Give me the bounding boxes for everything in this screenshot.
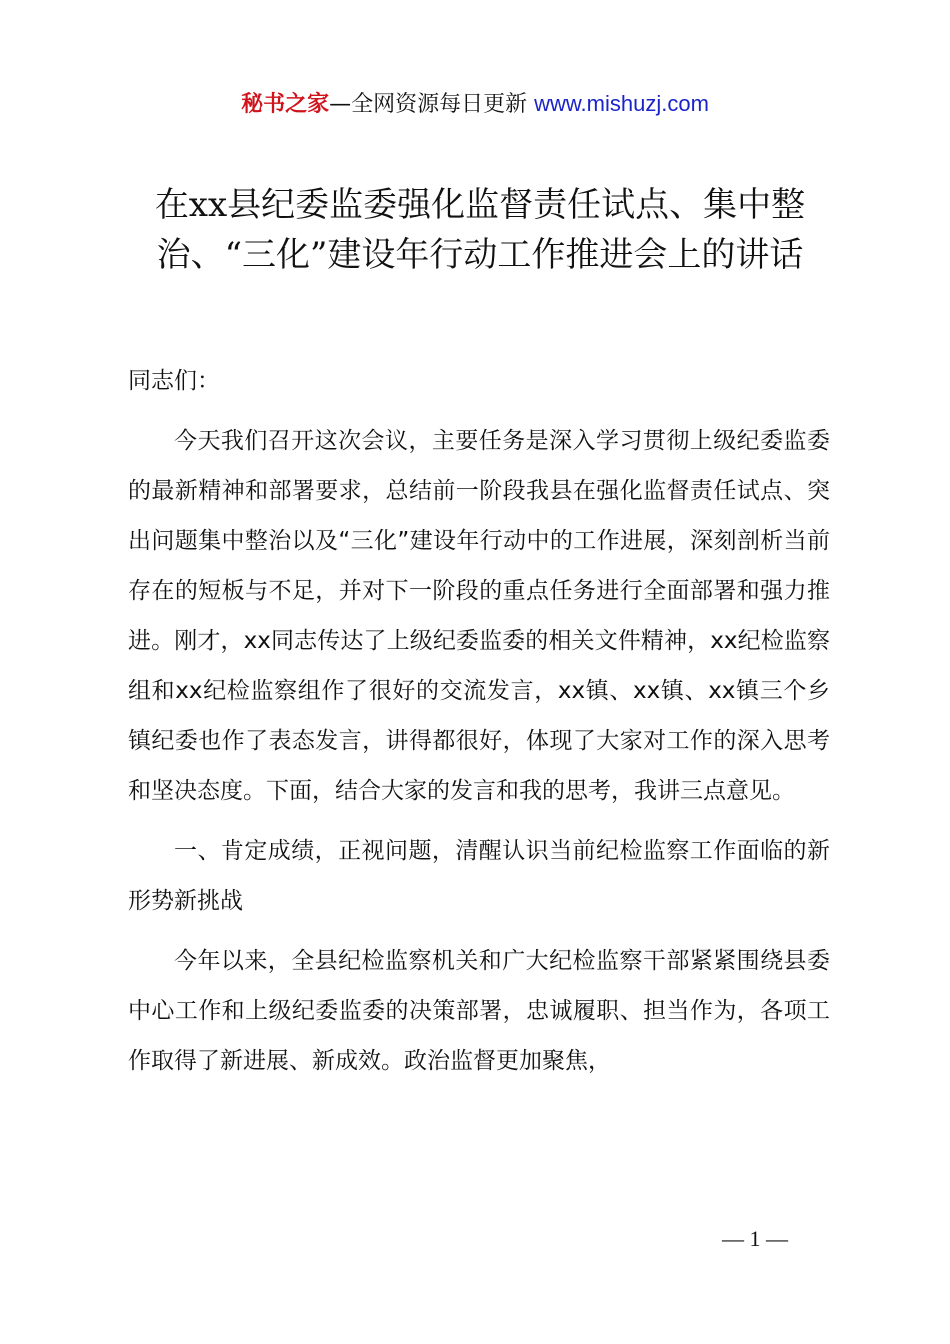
document-title: 在xx县纪委监委强化监督责任试点、集中整治、“三化”建设年行动工作推进会上的讲话 [154,185,806,275]
body-paragraph: 今天我们召开这次会议，主要任务是深入学习贯彻上级纪委监委的最新精神和部署要求，总结前一阶段我县在强化监督责任试点、突出问题集中整治以及“三化”建设年行动中的工作进展，深刻剖析当前存在的短板与不足，并对下一阶段的重点任务进行全面部署和强力推进。刚才，xx同志传达了上级纪委监委的相关文件精神，xx纪检监察组和xx纪检监察组作了很好的交流发言，xx镇、xx镇、xx镇三个乡镇纪委也作了表态发言，讲得都很好，体现了大家对工作的深入思考和坚决态度。下面，结合大家的发言和我的思考，我讲三点意见。 [128,428,830,804]
document-body [128,356,830,1096]
brand-name: 秘书之家 [241,92,330,117]
salutation: 同志们： [128,368,220,394]
page-number: — 1 — [722,1226,788,1251]
banner-tagline: —全网资源每日更新 [329,92,535,117]
site-banner [0,88,950,121]
section-paragraph: 今年以来，全县纪检监察机关和广大纪检监察干部紧紧围绕县委中心工作和上级纪委监委的决策部署，忠诚履职、担当作为，各项工作取得了新进展、新成效。政治监督更加聚焦， [128,948,830,1074]
section-heading: 一、肯定成绩，正视问题，清醒认识当前纪检监察工作面临的新形势新挑战 [128,838,830,914]
site-url-link[interactable]: www.mishuzj.com [534,91,709,116]
